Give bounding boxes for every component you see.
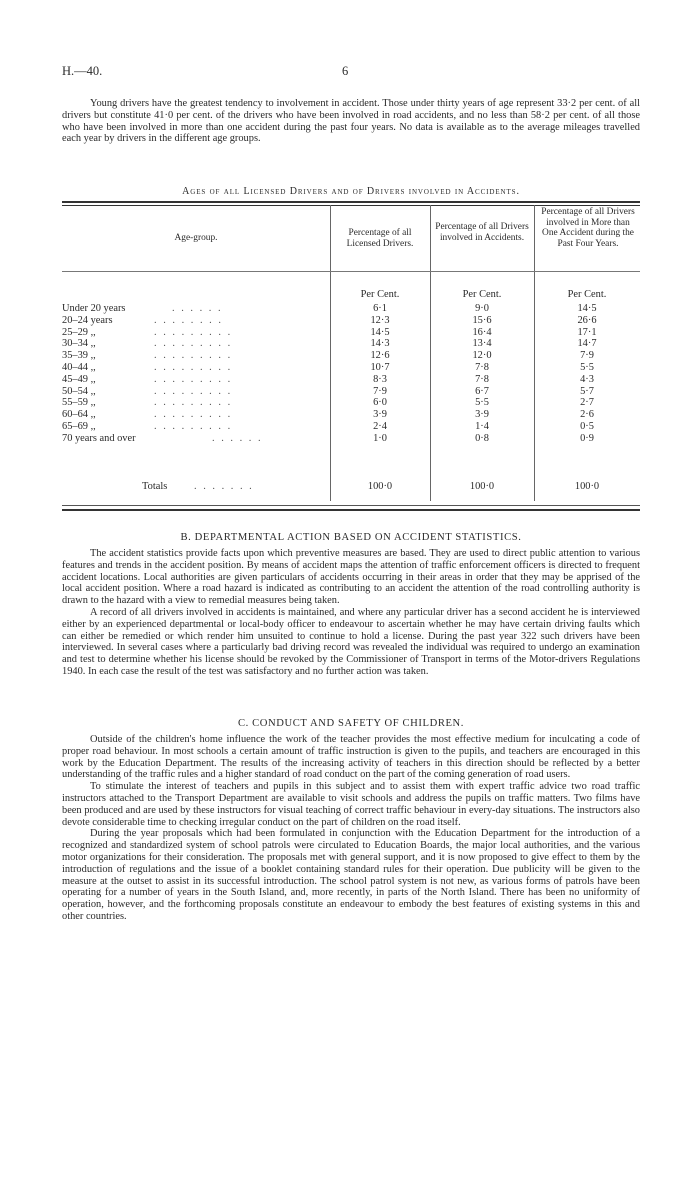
- leader-dots: . . . . . . . . .: [154, 338, 233, 350]
- table-row: [62, 433, 640, 445]
- involved-cell: 15·6: [472, 314, 492, 326]
- licensed-cell: 12·3: [370, 314, 390, 326]
- involved-cell: 7·8: [475, 361, 489, 373]
- table-bottom-rule: [62, 509, 640, 511]
- involved-cell: 7·8: [475, 373, 489, 385]
- leader-dots: . . . . . .: [172, 303, 223, 314]
- licensed-cell: 1·0: [373, 432, 387, 444]
- licensed-cell: 8·3: [373, 373, 387, 385]
- licensed-total: 100·0: [367, 481, 393, 492]
- involved-total: 100·0: [469, 481, 495, 492]
- age-group-cell: 30–34 ,,: [62, 338, 96, 350]
- age-table: [62, 201, 640, 515]
- section-c-paragraph: Outside of the children's home influence the work of the teacher provides the most effective medium for inculcating a code of proper road behaviour. In most schools a certain amount of traffic instruction is given to the pupils, and teachers are encouraged in this work by the Education Department. The results of the increasing activity of teachers in this direction should be reflected by a better understanding of the traffic rules and a higher standard of road conduct on the part of the coming generation of road users.: [62, 734, 640, 781]
- leader-dots: . . . . . . . . .: [154, 361, 233, 373]
- age-group-cell: 25–29 ,,: [62, 326, 96, 338]
- involved-cell: 6·7: [475, 385, 489, 397]
- leader-dots: . . . . . . . . .: [154, 409, 233, 421]
- involved-cell: 13·4: [472, 338, 492, 350]
- multiple-cell: 17·1: [577, 326, 597, 338]
- involved-cell: 1·4: [475, 420, 489, 432]
- col-header-multiple: Percentage of all Drivers involved in More than One Accident during the Past Four Years.: [541, 207, 635, 249]
- involved-cell: 0·8: [475, 432, 489, 444]
- unit-label: Per Cent.: [360, 289, 400, 300]
- section-c-body: [62, 734, 640, 923]
- involved-cell: 12·0: [472, 350, 492, 362]
- page-number: 6: [342, 64, 349, 78]
- totals-row: [62, 481, 640, 493]
- table-row: [62, 409, 640, 421]
- col-header-involved: Percentage of all Drivers involved in Accidents.: [435, 222, 529, 243]
- table-body: [62, 303, 640, 445]
- table-row: [62, 362, 640, 374]
- licensed-cell: 7·9: [373, 385, 387, 397]
- licensed-cell: 3·9: [373, 409, 387, 421]
- leader-dots: . . . . . . . .: [154, 314, 223, 326]
- age-group-cell: 55–59 ,,: [62, 397, 96, 409]
- age-group-cell: 35–39 ,,: [62, 350, 96, 362]
- unit-label: Per Cent.: [567, 289, 607, 300]
- leader-dots: . . . . . . . . .: [154, 420, 233, 432]
- leader-dots: . . . . . .: [212, 432, 263, 444]
- table-top-rule-thin: [62, 205, 640, 206]
- table-top-rule: [62, 201, 640, 203]
- page-header: [62, 64, 638, 80]
- age-group-cell: 40–44 ,,: [62, 361, 96, 373]
- section-b-paragraph: A record of all drivers involved in accidents is maintained, and where any particular driver has a second accident he is interviewed either by an experienced departmental or local-body officer to endeavour to ascertain whether he may have certain driving faults which can either be remedied or which render him unsuited to continue to hold a license. During the past year 322 such drivers have been interviewed. In several cases where a particularly bad driving record was revealed the individual was required to undergo an examination and test to determine whether his license should be revoked by the Commissioner of Transport in terms of the Motor-drivers Regulations 1940. In each case the result of the test was satisfactory and no further action was taken.: [62, 606, 640, 677]
- age-group-cell: 65–69 ,,: [62, 420, 96, 432]
- section-b-heading: B. DEPARTMENTAL ACTION BASED ON ACCIDENT STATISTICS.: [180, 532, 522, 543]
- involved-cell: 9·0: [475, 303, 489, 314]
- unit-label: Per Cent.: [462, 289, 502, 300]
- multiple-cell: 5·5: [580, 361, 594, 373]
- section-c-paragraph: To stimulate the interest of teachers and pupils in this subject and to assist them with expert traffic advice two road traffic instructors attached to the Transport Department are available to visit schools and address the pupils on traffic matters. Two films have been produced and are used by these instructors for visual teaching of correct traffic behaviour in every-day situations. The instructors also devote considerable time to checking irregular conduct on the part of children on the road itself.: [62, 781, 640, 828]
- leader-dots: . . . . . . . . .: [154, 373, 233, 385]
- multiple-cell: 7·9: [580, 350, 594, 362]
- involved-cell: 5·5: [475, 397, 489, 409]
- multiple-cell: 2·6: [580, 409, 594, 421]
- table-row: [62, 386, 640, 398]
- table-row: [62, 327, 640, 339]
- involved-cell: 3·9: [475, 409, 489, 421]
- totals-label: Totals: [142, 481, 168, 492]
- licensed-cell: 6·1: [373, 303, 387, 314]
- multiple-cell: 26·6: [577, 314, 597, 326]
- leader-dots: . . . . . . . . .: [154, 397, 233, 409]
- multiple-cell: 14·7: [577, 338, 597, 350]
- section-c-heading: C. CONDUCT AND SAFETY OF CHILDREN.: [237, 718, 465, 729]
- col-header-age-group: Age-group.: [174, 233, 218, 243]
- table-row: [62, 315, 640, 327]
- leader-dots: . . . . . . . . .: [154, 385, 233, 397]
- table-bottom-rule-thin: [62, 505, 640, 506]
- age-group-cell: Under 20 years: [62, 303, 126, 314]
- table-row: [62, 350, 640, 362]
- table-row: [62, 303, 640, 315]
- section-b-paragraph: The accident statistics provide facts upon which preventive measures are based. They are used to direct public attention to various features and trends in the accident position. By means of accident maps the attention of traffic enforcement officers is directed to frequent accident locations. Local authorities are given particulars of accidents occurring in their areas in order that they may be apprised of the local accident position. Where a road hazard is indicated as contributing to an accident the attention of the road controlling authority is drawn to the hazard with a view to remedial measures being taken.: [62, 548, 640, 607]
- leader-dots: . . . . . . . . .: [154, 326, 233, 338]
- licensed-cell: 14·3: [370, 338, 390, 350]
- intro-paragraph: Young drivers have the greatest tendency to involvement in accident. Those under thirty years of age represent 33·2 per cent. of all drivers but constitute 41·0 per cent. of the drivers who have been involved in road accidents, and no less than 58·2 per cent. of all those who have been involved in more than one accident during the past four years. No data is available as to the average mileages travelled each year by drivers in the different age groups.: [62, 98, 640, 145]
- leader-dots: . . . . . . .: [194, 481, 254, 492]
- col-header-licensed: Percentage of all Licensed Drivers.: [346, 228, 414, 249]
- document-reference: H.—40.: [62, 64, 103, 78]
- multiple-total: 100·0: [574, 481, 600, 492]
- multiple-cell: 0·9: [580, 432, 594, 444]
- intro-paragraph-block: [62, 98, 640, 145]
- age-group-cell: 50–54 ,,: [62, 385, 96, 397]
- licensed-cell: 14·5: [370, 326, 390, 338]
- table-row: [62, 421, 640, 433]
- section-b-body: [62, 548, 640, 678]
- age-group-cell: 60–64 ,,: [62, 409, 96, 421]
- section-c-paragraph: During the year proposals which had been formulated in conjunction with the Education Department for the introduction of a recognized and standardized system of school patrols were circulated to Education Boards, the major local authorities, and the various motor organizations for their consideration. The proposals met with general support, and it is now proposed to give effect to them by the introduction of regulations and the issue of a booklet containing standard rules for their operation. Due publicity will be given to the measure at the outset to assist in its successful introduction. The school patrol system is not new, as various forms of patrols have been operating for a number of years in the South Island, and, more recently, in parts of the North Island. There has been no uniformity of operation, however, and the forthcoming proposals constitute an endeavour to embody the best features of existing systems in this and other countries.: [62, 828, 640, 922]
- table-row: [62, 338, 640, 350]
- age-group-cell: 20–24 years: [62, 314, 113, 326]
- leader-dots: . . . . . . . . .: [154, 350, 233, 362]
- header-rule: [62, 271, 640, 272]
- licensed-cell: 12·6: [370, 350, 390, 362]
- multiple-cell: 5·7: [580, 385, 594, 397]
- multiple-cell: 14·5: [577, 303, 597, 314]
- licensed-cell: 6·0: [373, 397, 387, 409]
- table-row: [62, 397, 640, 409]
- table-row: [62, 374, 640, 386]
- age-group-cell: 45–49 ,,: [62, 373, 96, 385]
- table-title: Ages of all Licensed Drivers and of Drivers involved in Accidents.: [182, 186, 520, 197]
- licensed-cell: 2·4: [373, 420, 387, 432]
- age-group-cell: 70 years and over: [62, 432, 136, 444]
- multiple-cell: 2·7: [580, 397, 594, 409]
- involved-cell: 16·4: [472, 326, 492, 338]
- multiple-cell: 4·3: [580, 373, 594, 385]
- licensed-cell: 10·7: [370, 361, 390, 373]
- multiple-cell: 0·5: [580, 420, 594, 432]
